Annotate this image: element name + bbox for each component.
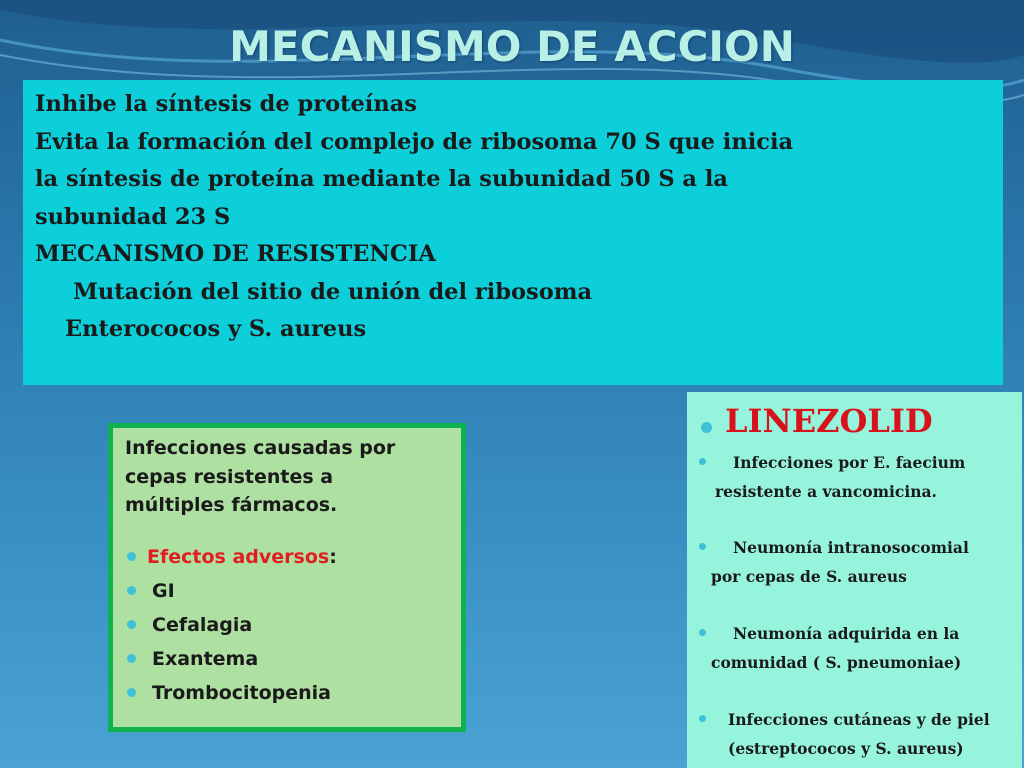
bullet-icon <box>127 654 136 663</box>
mechanism-box <box>23 80 1003 385</box>
bullet-icon <box>699 629 706 636</box>
linezolid-item <box>697 533 969 591</box>
bullet-icon <box>127 620 136 629</box>
linezolid-title <box>697 402 933 440</box>
adverse-effects-colon: : <box>329 545 337 568</box>
infections-heading-line: Infecciones causadas por <box>125 437 396 459</box>
adverse-effect: Cefalagia <box>152 613 253 636</box>
list-item <box>125 676 451 710</box>
list-item <box>125 574 451 608</box>
resistance-line: Mutación del sitio de unión del ribosoma <box>73 278 593 305</box>
adverse-effect: Trombocitopenia <box>152 681 332 704</box>
mechanism-line: Inhibe la síntesis de proteínas <box>35 91 417 117</box>
linezolid-item-line: comunidad ( S. pneumoniae) <box>711 653 962 672</box>
bullet-icon <box>699 458 706 465</box>
adverse-effects-title: Efectos adversos <box>147 545 330 568</box>
mechanism-line: Evita la formación del complejo de ribosoma 70 S que inicia <box>35 128 794 155</box>
mechanism-line: subunidad 23 S <box>35 203 231 230</box>
infections-box-inner <box>113 428 461 727</box>
bullet-icon <box>127 688 136 697</box>
linezolid-item-line: Neumonía intranosocomial <box>733 538 969 557</box>
infections-heading-line: múltiples fármacos. <box>125 494 338 516</box>
infections-box <box>108 423 466 732</box>
bullet-icon <box>127 552 136 561</box>
mechanism-line: la síntesis de proteína mediante la subunidad 50 S a la <box>35 166 728 192</box>
linezolid-item-line: Neumonía adquirida en la <box>733 624 960 643</box>
bullet-icon <box>701 422 712 433</box>
linezolid-item-line: resistente a vancomicina. <box>715 482 937 501</box>
adverse-effects-list <box>125 540 451 710</box>
resistance-heading: MECANISMO DE RESISTENCIA <box>35 241 436 267</box>
linezolid-box <box>687 392 1022 768</box>
linezolid-item-line: Infecciones por E. faecium <box>733 453 966 472</box>
linezolid-item-line: por cepas de S. aureus <box>711 567 907 586</box>
adverse-effect: GI <box>152 579 175 602</box>
bullet-icon <box>127 586 136 595</box>
bullet-icon <box>699 715 706 722</box>
adverse-effects-label <box>125 540 451 574</box>
linezolid-item-line: Infecciones cutáneas y de piel <box>728 710 990 729</box>
linezolid-title-text: LINEZOLID <box>725 402 933 440</box>
adverse-effect: Exantema <box>152 647 259 670</box>
linezolid-item <box>697 448 965 506</box>
resistance-line: Enterococos y S. aureus <box>65 316 367 342</box>
slide-title: MECANISMO DE ACCION <box>229 22 795 71</box>
list-item <box>125 642 451 676</box>
linezolid-item <box>697 705 990 763</box>
linezolid-item <box>697 619 961 677</box>
bullet-icon <box>699 543 706 550</box>
infections-heading-line: cepas resistentes a <box>125 465 334 488</box>
list-item <box>125 608 451 642</box>
linezolid-item-line: (estreptococos y S. aureus) <box>728 739 964 758</box>
